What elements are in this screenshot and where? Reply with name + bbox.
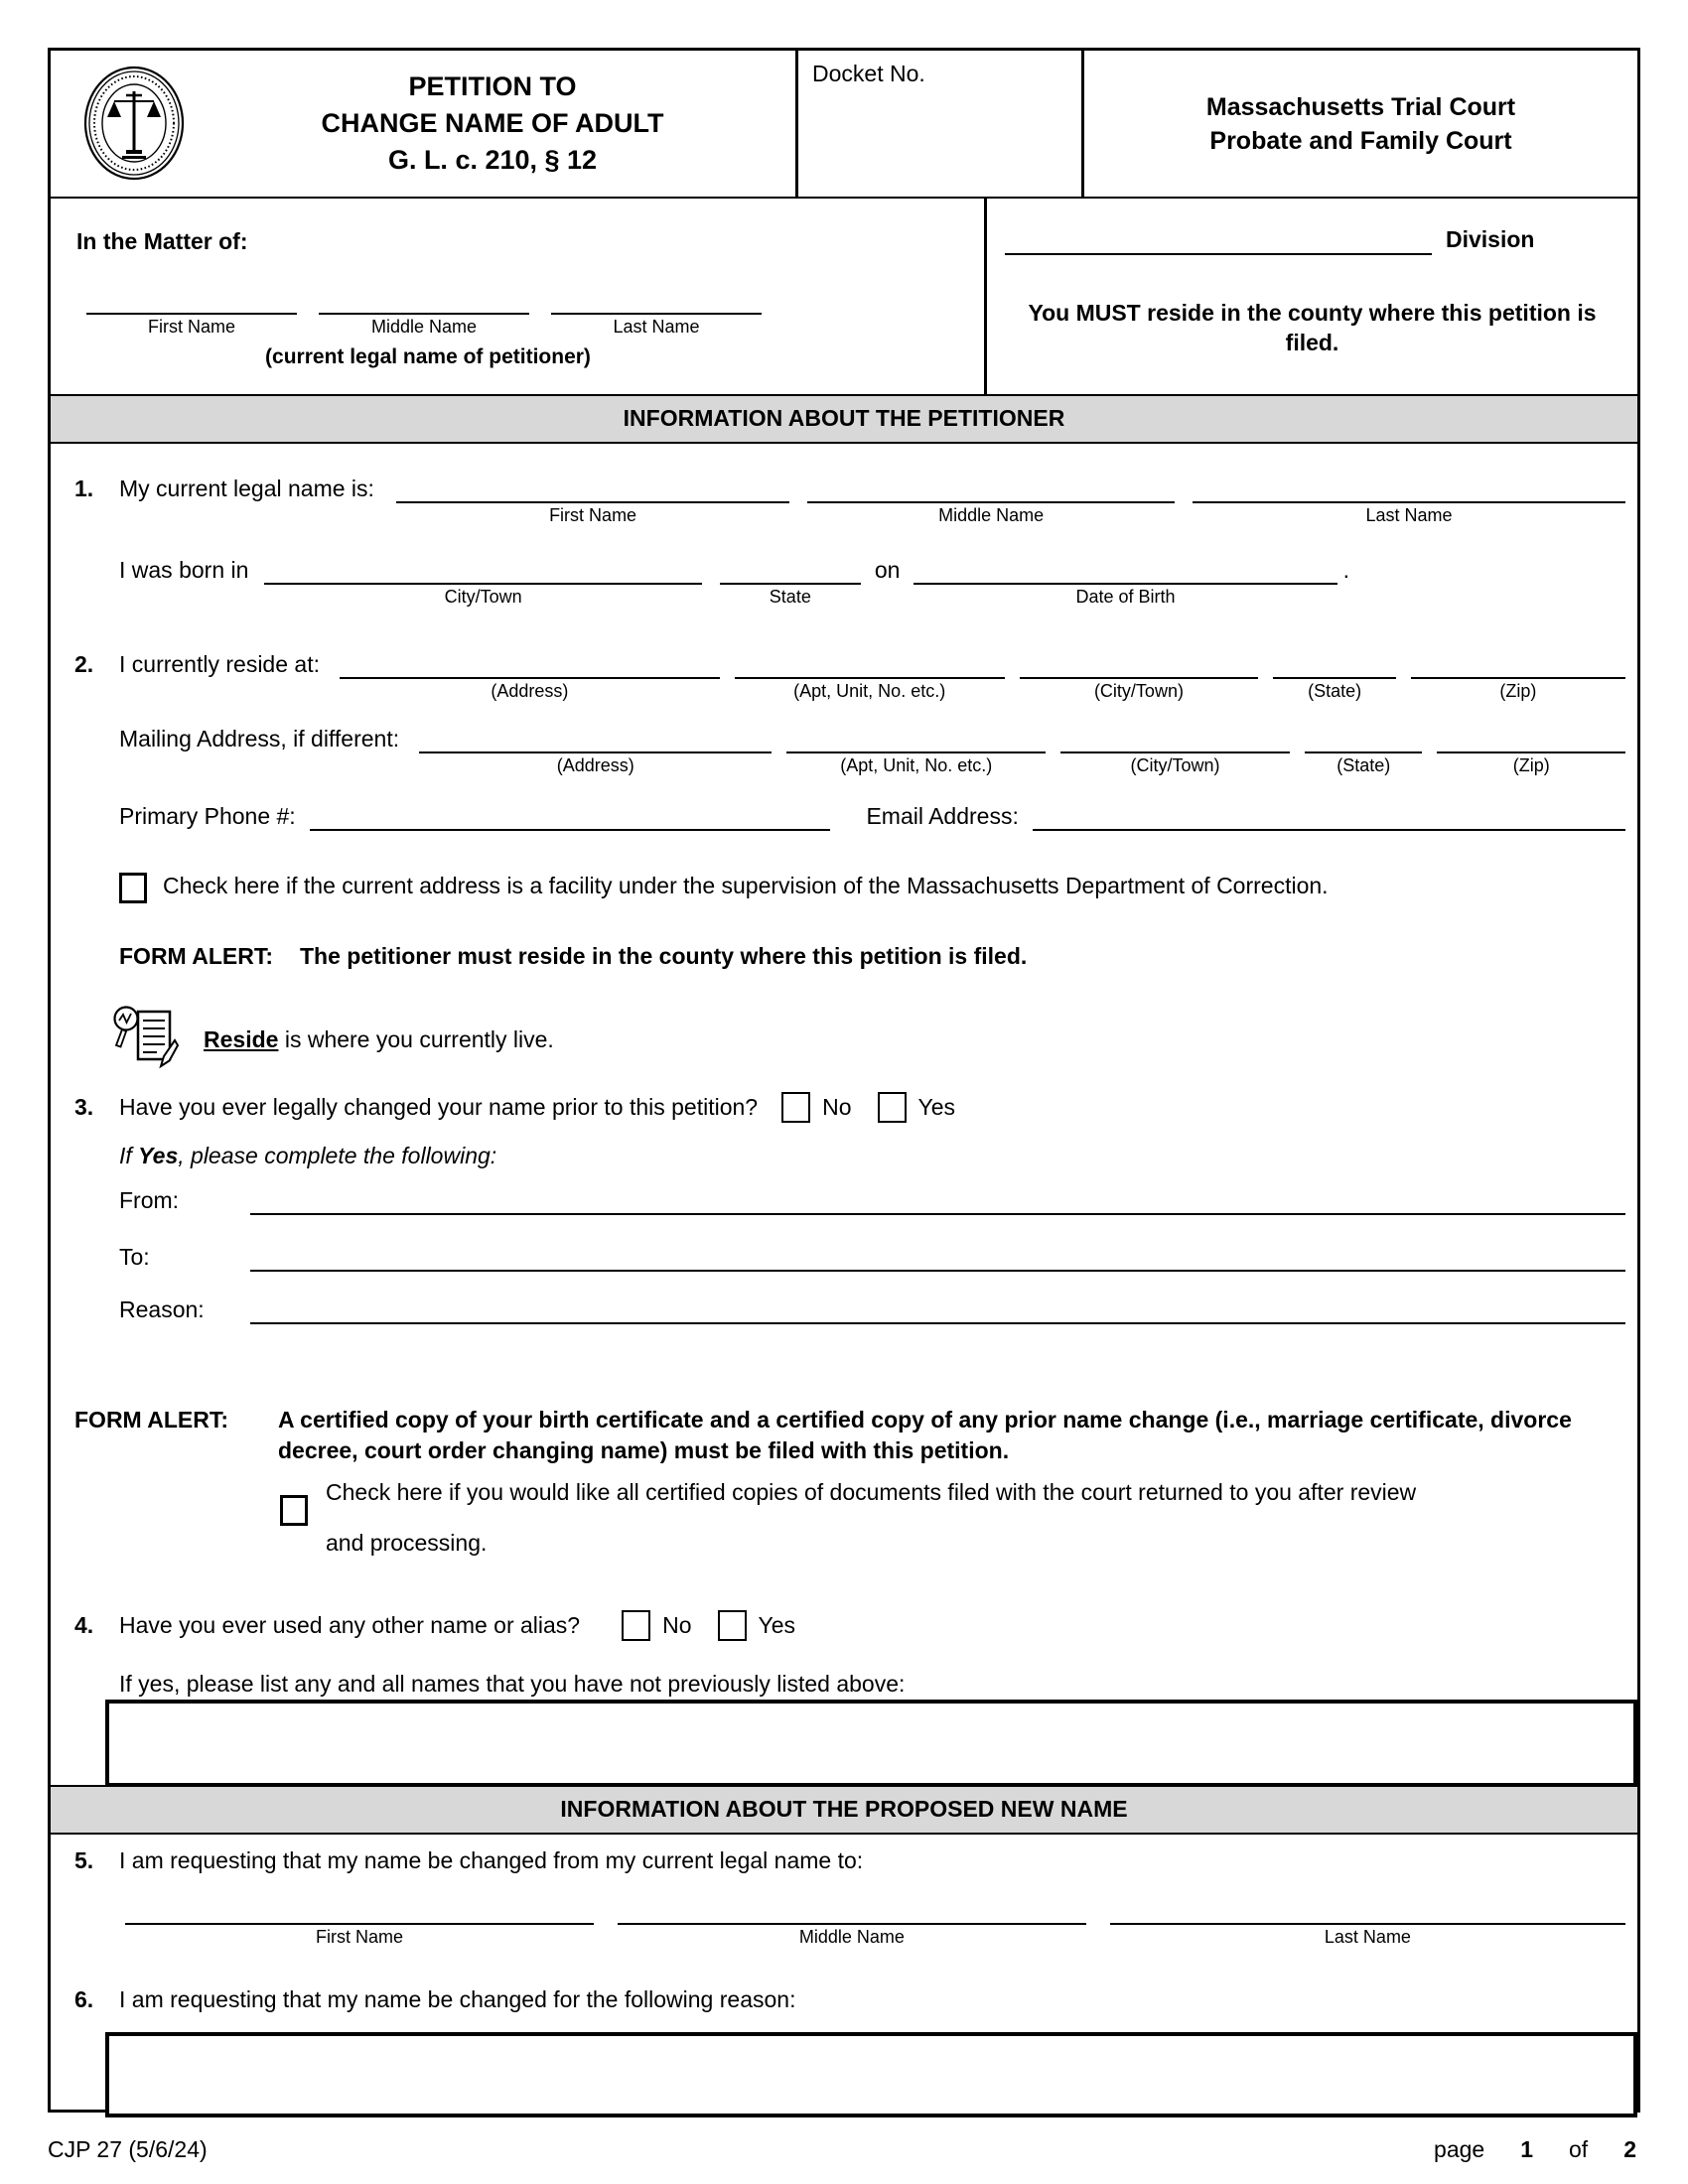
page-word: page xyxy=(1434,2136,1485,2162)
court-seal-icon xyxy=(82,65,186,187)
mailing-zip-label: (Zip) xyxy=(1512,755,1550,775)
item4-question: Have you ever used any other name or alias? xyxy=(119,1612,581,1638)
matter-first-name-label: First Name xyxy=(147,317,235,337)
item1-middle-name-field xyxy=(807,475,1175,526)
form-title-line2: CHANGE NAME OF ADULT xyxy=(321,108,664,138)
item3-if-yes-prefix: If xyxy=(119,1143,139,1168)
form-body xyxy=(51,444,1637,2110)
phone-email-row xyxy=(119,802,1625,831)
new-last-name-input-line[interactable] xyxy=(1110,1896,1625,1925)
mailing-state-field xyxy=(1305,725,1422,776)
new-first-name-label: First Name xyxy=(315,1927,403,1947)
new-first-name-field xyxy=(125,1896,594,1948)
item1-last-name-label: Last Name xyxy=(1365,505,1453,525)
mailing-address-label: (Address) xyxy=(556,755,634,775)
item3-question-row xyxy=(74,1092,1625,1123)
matter-last-name-label: Last Name xyxy=(613,317,700,337)
matter-last-name-field xyxy=(551,286,762,338)
form-header xyxy=(51,51,1637,199)
certified-copies-checkbox-label: Check here if you would like all certified copies of documents filed with the court returned to you after review and processing. xyxy=(326,1479,1417,1556)
section-bar-proposed-name: INFORMATION ABOUT THE PROPOSED NEW NAME xyxy=(51,1785,1637,1835)
birth-date-field xyxy=(914,556,1336,608)
mailing-zip-input-line[interactable] xyxy=(1437,725,1625,753)
mailing-city-field xyxy=(1060,725,1290,776)
residence-city-input-line[interactable] xyxy=(1020,650,1259,679)
name-change-to-row xyxy=(119,1243,1625,1272)
birth-city-label: City/Town xyxy=(444,587,522,607)
form-border-box xyxy=(48,48,1640,2113)
new-middle-name-field xyxy=(618,1896,1086,1948)
residence-apt-input-line[interactable] xyxy=(735,650,1005,679)
reason-input-line[interactable] xyxy=(250,1296,1625,1324)
form-title-line1: PETITION TO xyxy=(408,71,577,101)
item1-lead: My current legal name is: xyxy=(119,476,374,501)
item1-middle-name-input-line[interactable] xyxy=(807,475,1175,503)
item4-question-row xyxy=(74,1610,1625,1641)
born-on-word: on xyxy=(874,557,901,583)
reside-note-rest: is where you currently live. xyxy=(278,1026,554,1052)
form-alert-2 xyxy=(74,1405,1625,1466)
mailing-apt-input-line[interactable] xyxy=(786,725,1046,753)
matter-first-name-field xyxy=(86,286,297,338)
mailing-address-input-line[interactable] xyxy=(419,725,772,753)
mailing-state-label: (State) xyxy=(1336,755,1391,775)
certified-copies-checkbox[interactable] xyxy=(280,1495,308,1526)
item1-last-name-input-line[interactable] xyxy=(1193,475,1625,503)
mailing-city-label: (City/Town) xyxy=(1130,755,1220,775)
page-number: 1 xyxy=(1520,2136,1534,2162)
item2-number: 2. xyxy=(74,651,94,677)
item2-residence-row xyxy=(74,650,1625,702)
item6-lead-row xyxy=(74,1985,1625,2014)
item5-lead: I am requesting that my name be changed from my current legal name to: xyxy=(119,1847,864,1873)
reason-label: Reason: xyxy=(119,1297,205,1322)
form-alert-1-text: The petitioner must reside in the county where this petition is filed. xyxy=(300,943,1028,969)
item3-if-yes-bold: Yes xyxy=(138,1143,179,1168)
matter-caption: (current legal name of petitioner) xyxy=(265,345,591,368)
certified-copies-checkbox-row xyxy=(280,1467,1625,1569)
facility-checkbox-row xyxy=(119,872,1625,903)
item4-if-yes-note: If yes, please list any and all names that you have not previously listed above: xyxy=(119,1671,906,1697)
matter-middle-name-input-line[interactable] xyxy=(319,286,529,315)
item3-question: Have you ever legally changed your name prior to this petition? xyxy=(119,1094,759,1120)
court-name-cell xyxy=(1084,51,1637,197)
birth-date-label: Date of Birth xyxy=(1075,587,1176,607)
item3-no-checkbox[interactable] xyxy=(781,1092,810,1123)
residence-apt-label: (Apt, Unit, No. etc.) xyxy=(793,681,946,701)
mailing-apt-field xyxy=(786,725,1046,776)
residence-address-field xyxy=(340,650,720,702)
residence-address-input-line[interactable] xyxy=(340,650,720,679)
from-label: From: xyxy=(119,1187,180,1213)
birth-state-label: State xyxy=(769,587,811,607)
item1-first-name-field xyxy=(396,475,789,526)
page-indicator xyxy=(1434,2136,1636,2163)
item4-no-label: No xyxy=(662,1612,692,1638)
residence-zip-input-line[interactable] xyxy=(1411,650,1625,679)
division-input-line[interactable] xyxy=(1005,226,1432,255)
matter-label: In the Matter of: xyxy=(76,228,248,254)
birth-city-field xyxy=(264,556,701,608)
form-alert-1 xyxy=(119,941,1625,972)
item6-number: 6. xyxy=(74,1986,94,2012)
matter-middle-name-label: Middle Name xyxy=(370,317,478,337)
phone-input-line[interactable] xyxy=(310,802,831,831)
mailing-address-row xyxy=(119,725,1625,776)
reside-note-bold: Reside xyxy=(204,1026,279,1052)
matter-row xyxy=(51,199,1637,394)
form-alert-1-label: FORM ALERT: xyxy=(119,943,274,969)
item3-number: 3. xyxy=(74,1094,94,1120)
email-input-line[interactable] xyxy=(1033,802,1625,831)
item2-lead: I currently reside at: xyxy=(119,651,320,677)
matter-middle-name-field xyxy=(319,286,529,338)
item1-first-name-label: First Name xyxy=(549,505,637,525)
new-last-name-label: Last Name xyxy=(1324,1927,1411,1947)
phone-label: Primary Phone #: xyxy=(119,803,296,829)
form-alert-2-label: FORM ALERT: xyxy=(74,1407,229,1433)
residence-state-label: (State) xyxy=(1308,681,1362,701)
residence-apt-field xyxy=(735,650,1005,702)
from-input-line[interactable] xyxy=(250,1186,1625,1215)
facility-checkbox[interactable] xyxy=(119,873,147,903)
item1-number: 1. xyxy=(74,476,94,501)
name-change-reason-row xyxy=(119,1296,1625,1324)
item1-name-row xyxy=(74,475,1625,526)
item5-lead-row xyxy=(74,1846,1625,1875)
item4-number: 4. xyxy=(74,1612,94,1638)
new-middle-name-input-line[interactable] xyxy=(618,1896,1086,1925)
name-change-from-row xyxy=(119,1186,1625,1215)
residence-city-label: (City/Town) xyxy=(1093,681,1184,701)
item3-if-yes-note xyxy=(119,1142,1625,1170)
item4-yes-checkbox[interactable] xyxy=(718,1610,747,1641)
birth-state-field xyxy=(720,556,861,608)
born-period: . xyxy=(1342,557,1349,583)
section-bar-petitioner: INFORMATION ABOUT THE PETITIONER xyxy=(51,394,1637,444)
residence-zip-label: (Zip) xyxy=(1499,681,1537,701)
item4-no-checkbox[interactable] xyxy=(622,1610,650,1641)
form-title xyxy=(190,68,795,179)
item3-no-label: No xyxy=(822,1094,852,1120)
magnifier-document-pencil-icon xyxy=(112,1005,182,1075)
alias-names-box[interactable] xyxy=(105,1700,1637,1787)
form-title-line3: G. L. c. 210, § 12 xyxy=(387,145,598,175)
form-alert-2-text: A certified copy of your birth certificate and a certified copy of any prior name change (i.e., marriage certificate, divorce decree, court order changing name) must be filed with this petition. xyxy=(278,1407,1572,1463)
item5-number: 5. xyxy=(74,1847,94,1873)
facility-checkbox-label: Check here if the current address is a facility under the supervision of the Massachusetts Department of Correction. xyxy=(163,873,1329,898)
item6-lead: I am requesting that my name be changed for the following reason: xyxy=(119,1986,796,2012)
item1-last-name-field xyxy=(1193,475,1625,526)
page-footer xyxy=(48,2136,1636,2163)
residence-address-label: (Address) xyxy=(491,681,569,701)
new-last-name-field xyxy=(1110,1896,1625,1948)
item4-yes-label: Yes xyxy=(758,1612,796,1638)
item3-yes-label: Yes xyxy=(917,1094,956,1120)
residence-zip-field xyxy=(1411,650,1625,702)
born-lead: I was born in xyxy=(119,557,249,583)
item3-yes-checkbox[interactable] xyxy=(878,1092,907,1123)
court-name-line1: Massachusetts Trial Court xyxy=(1205,92,1516,121)
docket-number-cell[interactable] xyxy=(798,51,1084,197)
mailing-apt-label: (Apt, Unit, No. etc.) xyxy=(840,755,993,775)
court-name-line2: Probate and Family Court xyxy=(1209,126,1512,155)
residence-state-input-line[interactable] xyxy=(1273,650,1396,679)
item1-middle-name-label: Middle Name xyxy=(938,505,1045,525)
email-label: Email Address: xyxy=(866,803,1019,829)
mailing-zip-field xyxy=(1437,725,1625,776)
item1-born-row xyxy=(119,556,1349,608)
birth-city-input-line[interactable] xyxy=(264,556,701,585)
residence-city-field xyxy=(1020,650,1259,702)
division-cell xyxy=(987,199,1637,394)
to-input-line[interactable] xyxy=(250,1243,1625,1272)
matter-cell xyxy=(51,199,987,394)
of-word: of xyxy=(1569,2136,1589,2162)
item3-if-yes-suffix: , please complete the following: xyxy=(178,1143,497,1168)
item1-first-name-input-line[interactable] xyxy=(396,475,789,503)
residency-notice: You MUST reside in the county where this petition is filed. xyxy=(1028,300,1597,355)
to-label: To: xyxy=(119,1244,150,1270)
new-first-name-input-line[interactable] xyxy=(125,1896,594,1925)
new-middle-name-label: Middle Name xyxy=(798,1927,905,1947)
residence-state-field xyxy=(1273,650,1396,702)
docket-number-label: Docket No. xyxy=(812,61,925,86)
birth-date-input-line[interactable] xyxy=(914,556,1336,585)
form-title-cell xyxy=(51,51,798,197)
change-reason-box[interactable] xyxy=(105,2032,1637,2117)
matter-last-name-input-line[interactable] xyxy=(551,286,762,315)
page-total: 2 xyxy=(1623,2136,1636,2162)
mailing-address-field xyxy=(419,725,772,776)
matter-name-fields xyxy=(86,286,762,338)
form-code: CJP 27 (5/6/24) xyxy=(48,2136,208,2162)
birth-state-input-line[interactable] xyxy=(720,556,861,585)
matter-first-name-input-line[interactable] xyxy=(86,286,297,315)
mailing-city-input-line[interactable] xyxy=(1060,725,1290,753)
reside-note-row xyxy=(112,1005,1625,1075)
mailing-state-input-line[interactable] xyxy=(1305,725,1422,753)
mailing-lead: Mailing Address, if different: xyxy=(119,726,400,751)
item5-name-fields xyxy=(125,1896,1625,1948)
division-label: Division xyxy=(1446,226,1535,252)
